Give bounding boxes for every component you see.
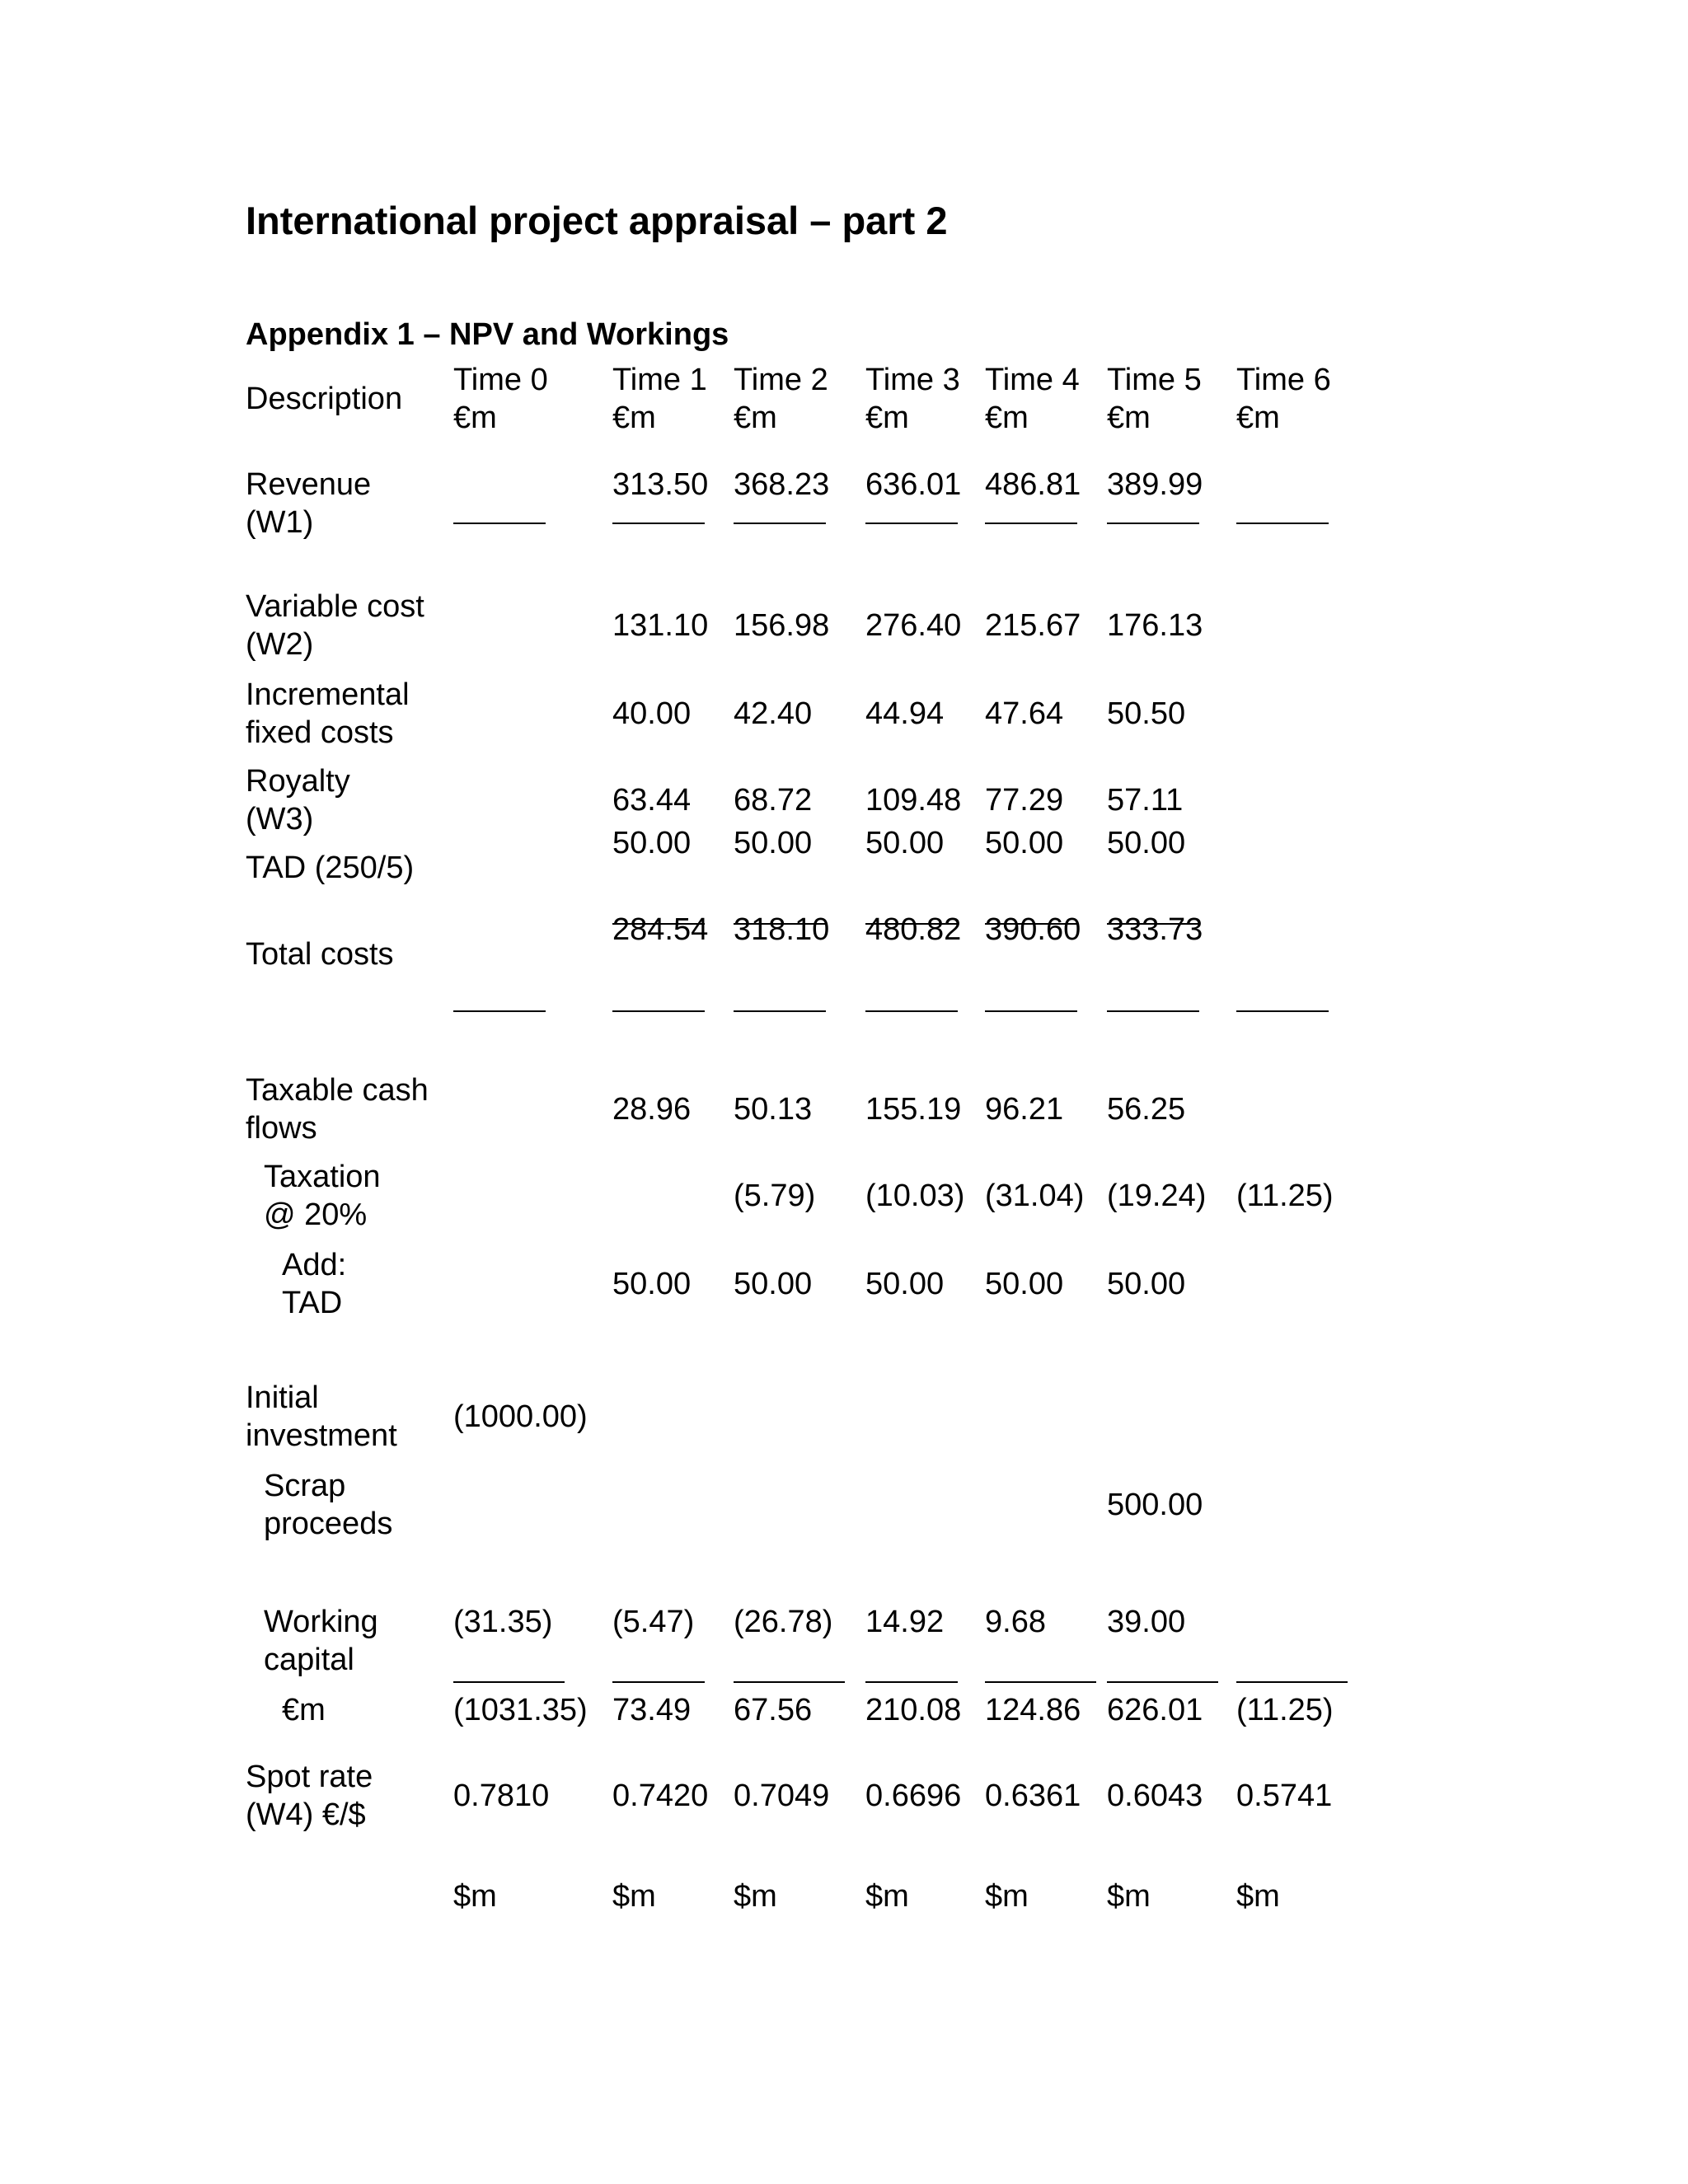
table-cell: 50.00 — [1107, 826, 1186, 860]
table-cell: 176.13 — [1107, 608, 1203, 643]
table-cell: 368.23 — [734, 467, 830, 502]
table-cell: (31.35) — [453, 1605, 553, 1639]
underline-rule — [1107, 1681, 1218, 1683]
table-cell: (5.47) — [612, 1605, 695, 1639]
table-cell: 109.48 — [865, 783, 962, 818]
underline-rule — [734, 523, 826, 524]
underline-rule — [1107, 1010, 1199, 1012]
header-description: Description — [246, 382, 403, 416]
table-cell: 73.49 — [612, 1693, 692, 1727]
header-time-1: Time 1 — [612, 363, 707, 397]
row-label: (W4) €/$ — [246, 1797, 366, 1832]
table-cell: 40.00 — [612, 696, 692, 731]
table-cell: 480.82 — [865, 912, 962, 947]
header-time-2: Time 2 — [734, 363, 828, 397]
underline-rule — [985, 923, 1077, 925]
table-cell: 486.81 — [985, 467, 1081, 502]
row-label: Initial — [246, 1380, 319, 1415]
row-label: Incremental — [246, 677, 410, 712]
table-cell: (5.79) — [734, 1179, 816, 1213]
table-cell: 56.25 — [1107, 1092, 1186, 1127]
header-time-6: Time 6 — [1236, 363, 1331, 397]
underline-rule — [865, 523, 958, 524]
table-cell: 96.21 — [985, 1092, 1064, 1127]
table-cell: 67.56 — [734, 1693, 813, 1727]
table-cell: 389.99 — [1107, 467, 1203, 502]
underline-rule — [453, 1681, 565, 1683]
row-label: €m — [282, 1693, 326, 1727]
underline-rule — [734, 1010, 826, 1012]
table-cell: (11.25) — [1236, 1179, 1334, 1213]
table-cell: 0.5741 — [1236, 1779, 1333, 1813]
row-label: investment — [246, 1418, 397, 1453]
row-label: Taxation — [264, 1160, 381, 1194]
table-cell: $m — [1107, 1879, 1151, 1914]
row-label: Spot rate — [246, 1760, 373, 1794]
header-unit-4: €m — [985, 401, 1029, 435]
underline-rule — [985, 523, 1077, 524]
underline-rule — [865, 1010, 958, 1012]
table-cell: $m — [985, 1879, 1029, 1914]
header-unit-5: €m — [1107, 401, 1151, 435]
table-cell: (26.78) — [734, 1605, 833, 1639]
underline-rule — [734, 923, 826, 925]
underline-rule — [1107, 923, 1199, 925]
row-label: TAD (250/5) — [246, 851, 415, 885]
table-cell: 39.00 — [1107, 1605, 1186, 1639]
table-cell: (1031.35) — [453, 1693, 588, 1727]
row-label: proceeds — [264, 1507, 393, 1541]
header-unit-0: €m — [453, 401, 497, 435]
table-cell: $m — [1236, 1879, 1280, 1914]
underline-rule — [734, 1681, 845, 1683]
underline-rule — [1236, 1010, 1329, 1012]
table-cell: 0.7420 — [612, 1779, 709, 1813]
row-label: TAD — [282, 1286, 343, 1320]
table-cell: 318.10 — [734, 912, 830, 947]
underline-rule — [865, 1681, 958, 1683]
row-label: (W3) — [246, 802, 314, 837]
table-cell: 68.72 — [734, 783, 813, 818]
header-time-3: Time 3 — [865, 363, 960, 397]
row-label: Scrap — [264, 1469, 346, 1503]
page-title: International project appraisal – part 2 — [246, 199, 948, 242]
table-cell: 333.73 — [1107, 912, 1203, 947]
table-cell: 42.40 — [734, 696, 813, 731]
table-cell: 0.6696 — [865, 1779, 962, 1813]
underline-rule — [612, 923, 705, 925]
table-cell: 313.50 — [612, 467, 709, 502]
table-cell: 63.44 — [612, 783, 692, 818]
table-cell: (10.03) — [865, 1179, 965, 1213]
table-cell: (31.04) — [985, 1179, 1085, 1213]
table-cell: 9.68 — [985, 1605, 1046, 1639]
row-label: Working — [264, 1605, 378, 1639]
table-cell: 0.7810 — [453, 1779, 550, 1813]
header-unit-2: €m — [734, 401, 777, 435]
table-cell: (19.24) — [1107, 1179, 1207, 1213]
header-time-5: Time 5 — [1107, 363, 1202, 397]
row-label: Variable cost — [246, 589, 424, 624]
header-unit-6: €m — [1236, 401, 1280, 435]
table-cell: 50.00 — [985, 1267, 1064, 1301]
table-cell: 155.19 — [865, 1092, 962, 1127]
table-cell: 50.13 — [734, 1092, 813, 1127]
underline-rule — [865, 923, 958, 925]
table-cell: 626.01 — [1107, 1693, 1203, 1727]
table-cell: 50.00 — [865, 826, 945, 860]
table-cell: $m — [734, 1879, 777, 1914]
table-cell: 636.01 — [865, 467, 962, 502]
table-cell: 44.94 — [865, 696, 945, 731]
table-cell: 50.00 — [985, 826, 1064, 860]
header-time-0: Time 0 — [453, 363, 548, 397]
table-cell: 50.00 — [612, 1267, 692, 1301]
underline-rule — [612, 1010, 705, 1012]
underline-rule — [612, 523, 705, 524]
row-label: (W2) — [246, 627, 314, 662]
table-cell: 215.67 — [985, 608, 1081, 643]
header-unit-1: €m — [612, 401, 656, 435]
table-cell: 390.60 — [985, 912, 1081, 947]
row-label: (W1) — [246, 505, 314, 540]
header-unit-3: €m — [865, 401, 909, 435]
table-cell: 0.6043 — [1107, 1779, 1203, 1813]
row-label: @ 20% — [264, 1197, 368, 1232]
row-label: Taxable cash — [246, 1073, 429, 1108]
table-cell: 0.7049 — [734, 1779, 830, 1813]
table-cell: 210.08 — [865, 1693, 962, 1727]
table-cell: 50.00 — [734, 1267, 813, 1301]
table-cell: $m — [612, 1879, 656, 1914]
table-cell: $m — [453, 1879, 497, 1914]
underline-rule — [985, 1681, 1096, 1683]
underline-rule — [985, 1010, 1077, 1012]
row-label: Royalty — [246, 764, 350, 799]
table-cell: 57.11 — [1107, 783, 1184, 818]
table-cell: 50.00 — [734, 826, 813, 860]
underline-rule — [453, 1010, 546, 1012]
table-cell: 500.00 — [1107, 1488, 1203, 1522]
table-cell: 0.6361 — [985, 1779, 1081, 1813]
table-cell: (11.25) — [1236, 1693, 1334, 1727]
underline-rule — [1236, 523, 1329, 524]
header-time-4: Time 4 — [985, 363, 1080, 397]
underline-rule — [1107, 523, 1199, 524]
table-cell: (1000.00) — [453, 1399, 588, 1434]
appendix-title: Appendix 1 – NPV and Workings — [246, 317, 729, 352]
row-label: Add: — [282, 1248, 347, 1282]
table-cell: 156.98 — [734, 608, 830, 643]
table-cell: 124.86 — [985, 1693, 1081, 1727]
row-label: capital — [264, 1643, 354, 1677]
row-label: fixed costs — [246, 715, 394, 750]
underline-rule — [1236, 1681, 1348, 1683]
table-cell: 50.00 — [1107, 1267, 1186, 1301]
table-cell: 276.40 — [865, 608, 962, 643]
table-cell: 28.96 — [612, 1092, 692, 1127]
table-cell: 47.64 — [985, 696, 1064, 731]
table-cell: 131.10 — [612, 608, 709, 643]
table-cell: 284.54 — [612, 912, 709, 947]
table-cell: 50.00 — [612, 826, 692, 860]
table-cell: 50.50 — [1107, 696, 1186, 731]
row-label: Total costs — [246, 937, 394, 972]
table-cell: 14.92 — [865, 1605, 945, 1639]
row-label: Revenue — [246, 467, 372, 502]
table-cell: 50.00 — [865, 1267, 945, 1301]
table-cell: $m — [865, 1879, 909, 1914]
underline-rule — [612, 1681, 705, 1683]
row-label: flows — [246, 1111, 317, 1146]
table-cell: 77.29 — [985, 783, 1064, 818]
underline-rule — [453, 523, 546, 524]
